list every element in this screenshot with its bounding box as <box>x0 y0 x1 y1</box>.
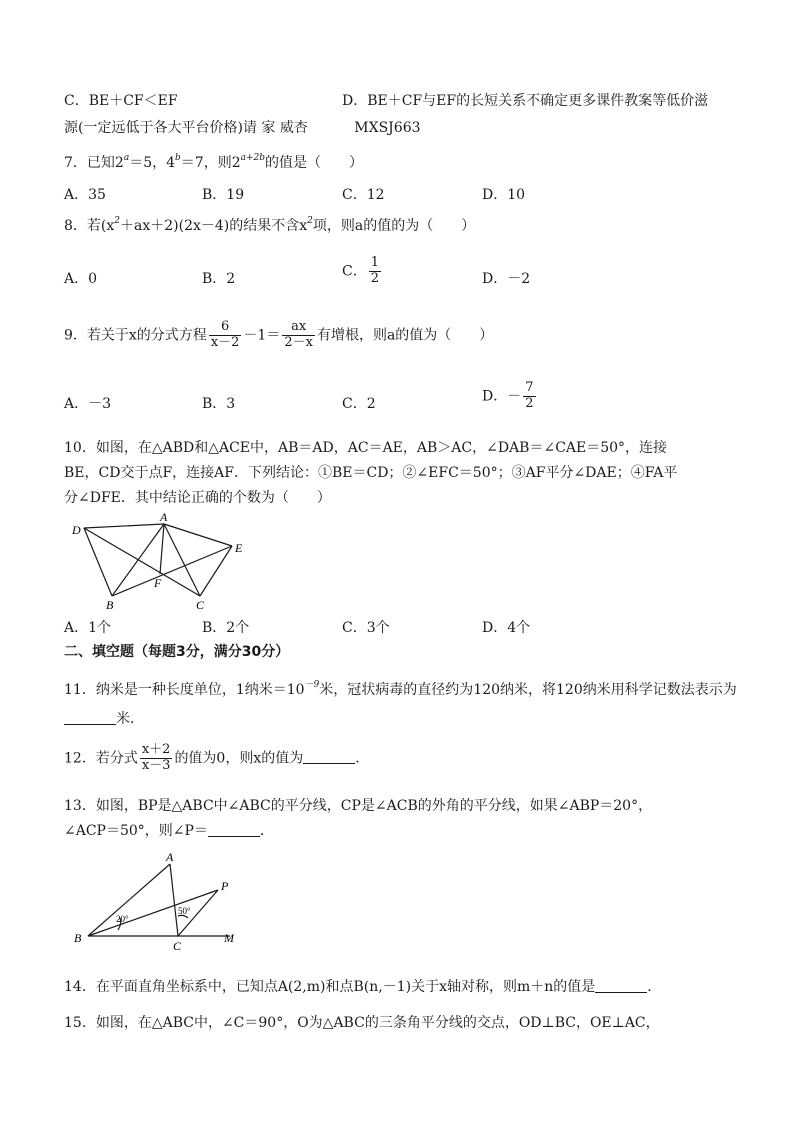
q9-stem-a: 9．若关于x的分式方程 <box>64 327 207 344</box>
q6-cont-text: 源(一定远低于各大平台价格)请 家 威杏 <box>64 120 308 136</box>
q10-label-f: F <box>154 576 162 590</box>
q10-option-a: A．1个 <box>64 620 112 636</box>
q13-label-m: M <box>224 931 234 945</box>
q11-line2-text: 米． <box>116 711 144 727</box>
q11-line1-a: 11．纳米是一种长度单位，1纳米＝10 <box>64 682 305 698</box>
q13-line2 <box>64 820 274 840</box>
q10-figure <box>66 512 256 612</box>
q7-stem-a: 7．已知2 <box>64 155 124 171</box>
q8-option-d: D．－2 <box>482 271 531 287</box>
q11-line1 <box>64 677 737 699</box>
q9-option-c: C．2 <box>342 396 376 412</box>
q8-stem-a: 8．若(x <box>64 218 115 234</box>
q9-option-b: B．3 <box>202 396 236 412</box>
q9-option-d-label: D．－ <box>482 388 522 405</box>
q10-label-a: A <box>160 512 168 524</box>
q10-label-d: D <box>72 523 81 537</box>
q13-answer-blank[interactable] <box>208 823 260 837</box>
q9-optd-den: 2 <box>525 395 534 411</box>
q9-stem-b: 有增根，则a的值为（ ） <box>316 327 494 344</box>
q7-option-b: B．19 <box>202 187 245 203</box>
q7-option-d: D．10 <box>482 187 526 203</box>
q11-answer-blank[interactable] <box>64 711 116 725</box>
q8-optc-den: 2 <box>370 270 379 286</box>
q13-label-c: C <box>173 939 182 952</box>
q12-answer-blank[interactable] <box>303 750 355 764</box>
q7-exp-c: a+2b <box>240 153 266 163</box>
q6-code: MXSJ663 <box>354 120 421 136</box>
q7-option-c: C．12 <box>342 187 385 203</box>
q8-optc-num: 1 <box>370 255 379 270</box>
q10-label-e: E <box>235 541 243 555</box>
q11-line1-b: 米，冠状病毒的直径约为120纳米，将120纳米用科学记数法表示为 <box>319 682 737 698</box>
q11-exp: －9 <box>304 680 320 690</box>
q7-option-a: A．35 <box>64 187 106 203</box>
q6-option-c: C．BE＋CF＜EF <box>64 93 178 109</box>
q8-exp2: 2 <box>307 216 313 226</box>
q10-line1: 10．如图，在△ABD和△ACE中，AB＝AD，AC＝AE，AB＞AC，∠DAB＝∠CAE＝50°，连接 <box>64 440 668 456</box>
q12-stem-b: 的值为0，则x的值为 <box>174 750 304 767</box>
q9-optd-num: 7 <box>525 380 534 395</box>
q14-stem <box>64 976 661 996</box>
q12-stem <box>64 743 369 774</box>
q9-f2-den: 2－x <box>284 334 313 350</box>
q10-label-b: B <box>106 598 114 612</box>
q9-f2-num: ax <box>282 320 315 336</box>
q6-option-d-continued <box>64 117 421 137</box>
q7-exp-a: a <box>123 153 130 163</box>
q11-line2 <box>64 708 144 728</box>
q13-line2-text: ∠ACP＝50°，则∠P＝ <box>64 823 208 839</box>
q13-figure <box>72 852 248 952</box>
q10-label-c: C <box>196 598 205 612</box>
q8-stem <box>64 215 475 235</box>
q10-line3: 分∠DFE．其中结论正确的个数为（ ） <box>64 490 331 506</box>
q8-option-c <box>342 256 383 287</box>
q9-f1-num: 6 <box>209 320 242 336</box>
q14-end: ． <box>647 979 662 995</box>
q13-angle-50: 50° <box>178 906 191 916</box>
q7-stem-c: ＝7，则2 <box>180 155 241 171</box>
q9-mid: －1＝ <box>243 327 281 344</box>
q13-line1: 13．如图，BP是△ABC中∠ABC的平分线，CP是∠ACB的外角的平分线，如果∠ABP＝20°， <box>64 798 653 814</box>
q10-option-b: B．2个 <box>202 620 250 636</box>
q9-f1-den: x－2 <box>210 334 240 350</box>
q6-option-d: D．BE＋CF与EF的长短关系不确定更多课件教案等低价滋 <box>342 93 709 109</box>
q13-label-p: P <box>221 879 229 893</box>
q9-option-d <box>482 381 538 412</box>
q10-option-d: D．4个 <box>482 620 531 636</box>
q7-exp-b: b <box>175 153 181 163</box>
q8-option-a: A．0 <box>64 271 98 287</box>
q7-stem-d: 的值是（ ） <box>265 155 364 171</box>
q12-end: ． <box>355 750 370 767</box>
q15-stem: 15．如图，在△ABC中，∠C＝90°，O为△ABC的三条角平分线的交点，OD⊥BC，OE⊥AC， <box>64 1015 660 1031</box>
q8-stem-b: ＋ax＋2)(2x－4)的结果不含x <box>120 218 308 234</box>
q8-option-b: B．2 <box>202 271 236 287</box>
q7-stem <box>64 152 363 172</box>
q9-stem <box>64 320 493 351</box>
q8-stem-c: 项，则a的值的为（ ） <box>312 218 476 234</box>
q7-stem-b: ＝5，4 <box>129 155 176 171</box>
q14-text: 14．在平面直角坐标系中，已知点A(2,m)和点B(n,－1)关于x轴对称，则m＋n的值是 <box>64 979 596 995</box>
q10-option-c: C．3个 <box>342 620 390 636</box>
section-heading-fill-in: 二、填空题（每题3分，满分30分） <box>64 644 290 660</box>
q13-label-b: B <box>74 931 82 945</box>
q8-option-c-label: C． <box>342 263 367 280</box>
q13-angle-20: 20° <box>116 914 129 924</box>
q12-stem-a: 12．若分式 <box>64 750 138 767</box>
q8-exp: 2 <box>114 216 120 226</box>
q14-answer-blank[interactable] <box>595 979 647 993</box>
q9-option-a: A．－3 <box>64 396 112 412</box>
q12-f-den: x－3 <box>141 757 171 773</box>
q12-f-num: x＋2 <box>141 742 171 757</box>
q10-line2: BE，CD交于点F，连接AF．下列结论：①BE＝CD；②∠EFC＝50°；③AF平分∠DAE；④FA平 <box>64 465 678 481</box>
q13-end: ． <box>259 823 274 839</box>
q13-label-a: A <box>166 852 174 864</box>
